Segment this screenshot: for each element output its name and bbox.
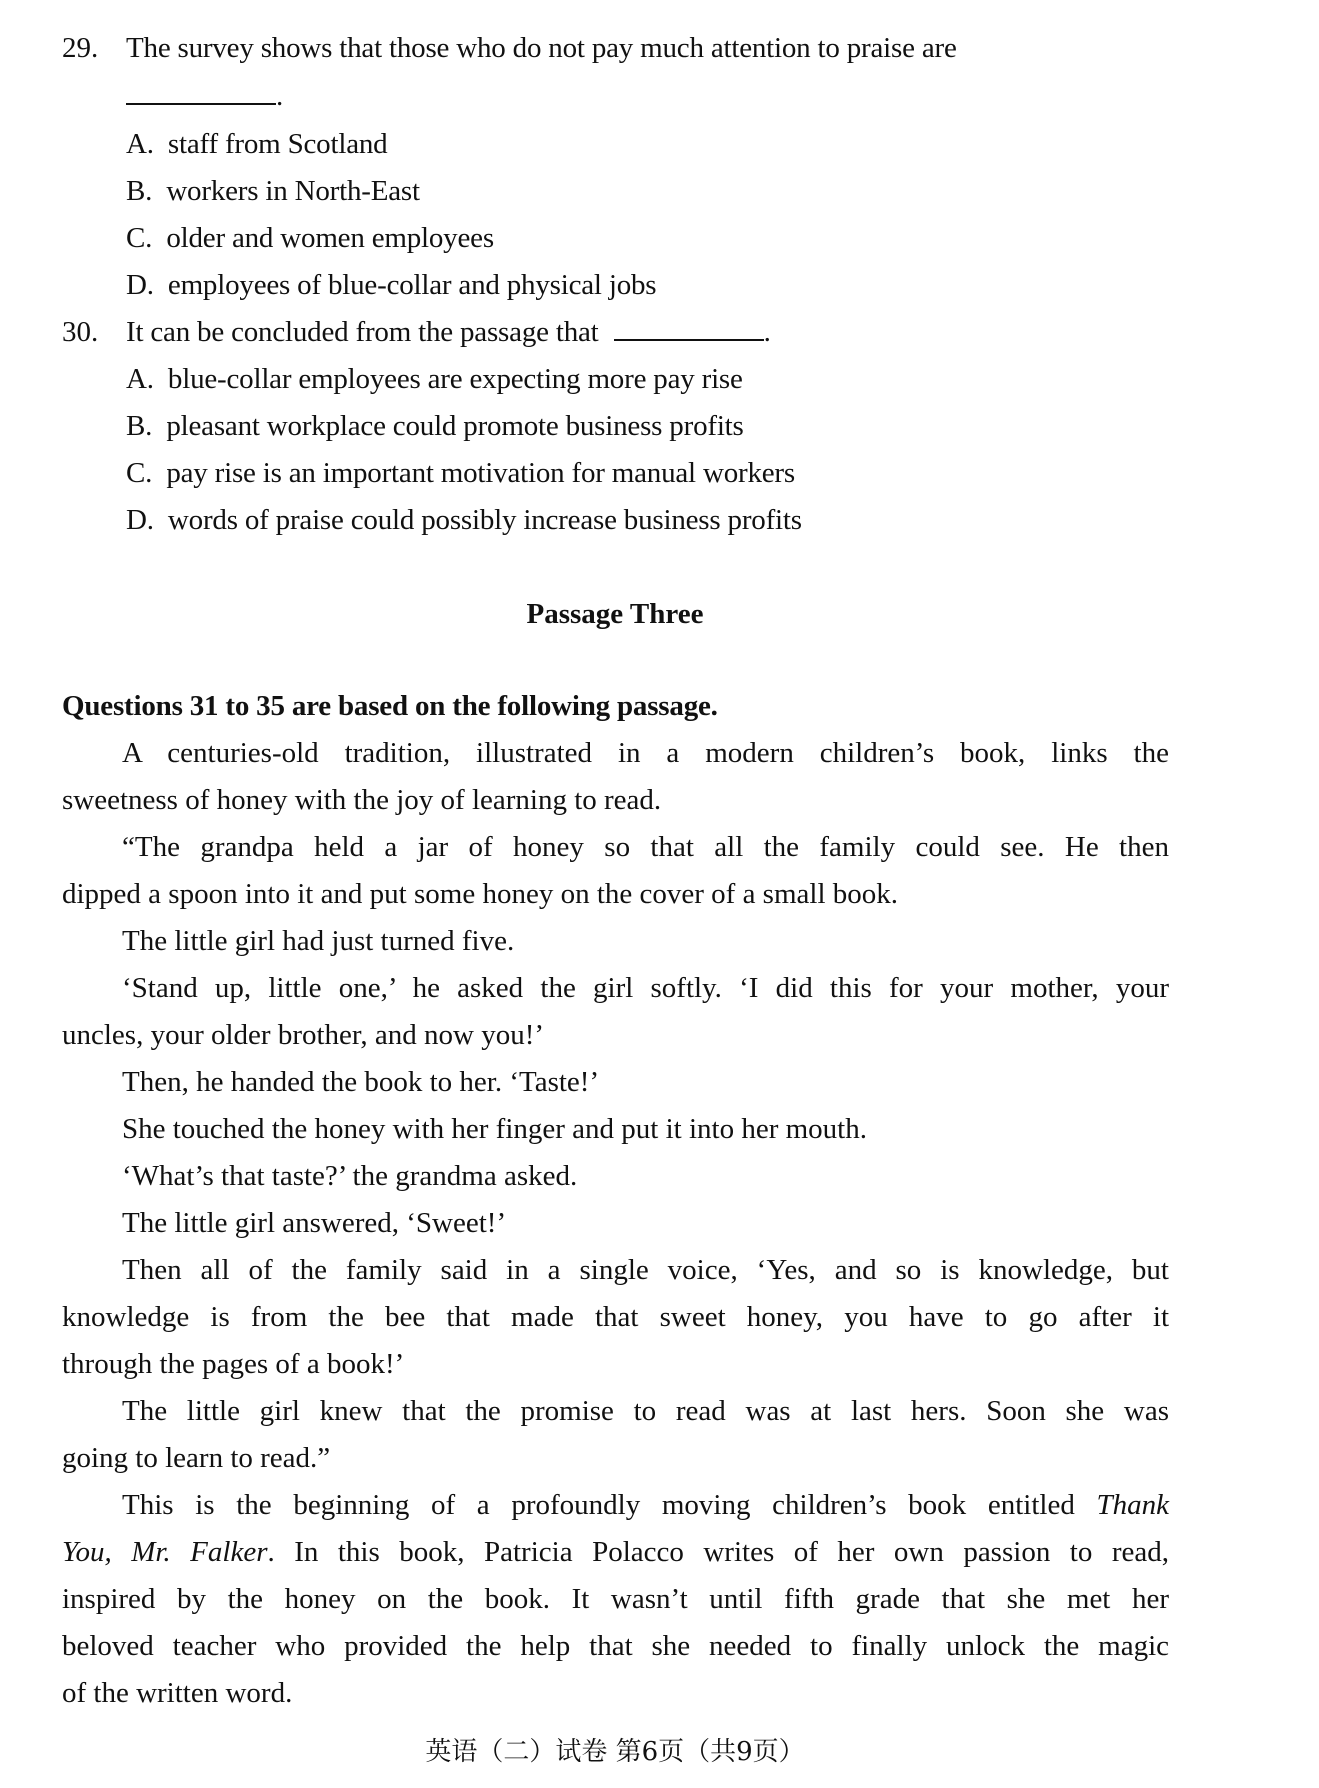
passage-text: This is the beginning of a profoundly moving children’s book entitled [122,1489,1075,1521]
passage-line: beloved teacher who provided the help that she needed to finally unlock the magic [62,1630,1169,1662]
passage-line: Then all of the family said in a single voice, ‘Yes, and so is knowledge, but [122,1254,1169,1286]
option-text: pay rise is an important motivation for manual workers [166,457,795,489]
passage-line: ‘What’s that taste?’ the grandma asked. [122,1160,578,1192]
passage-line [122,1487,1169,1523]
book-title-part: Thank [1096,1489,1169,1521]
option-text: pleasant workplace could promote business profits [166,410,744,442]
passage-line: She touched the honey with her finger and put it into her mouth. [122,1113,867,1145]
q30-number: 30. [62,316,99,348]
passage-line: “The grandpa held a jar of honey so that all the family could see. He then [122,831,1169,863]
q30-option-c [126,455,795,491]
q30-end-punct: . [763,316,771,348]
q29-option-d [126,267,656,303]
page-footer: 英语（二）试卷 第6页（共9页） [425,1737,805,1767]
passage-line: The little girl had just turned five. [122,925,515,957]
q29-end-punct: . [276,80,284,112]
option-text: words of praise could possibly increase business profits [167,504,802,536]
q29-number: 29. [62,32,99,64]
option-text: workers in North-East [166,175,420,207]
option-text: staff from Scotland [167,128,388,160]
passage-line: through the pages of a book!’ [62,1348,405,1380]
option-letter: A. [126,128,154,160]
passage-line: dipped a spoon into it and put some honey on the cover of a small book. [62,878,899,910]
option-letter: A. [126,363,154,395]
passage-line: inspired by the honey on the book. It wasn’t until fifth grade that she met her [62,1583,1169,1615]
q30-stem-line [126,314,771,350]
passage-line [62,1534,1169,1570]
book-title-part: You, Mr. Falker [62,1536,268,1568]
option-letter: C. [126,222,153,254]
passage-title: Passage Three [526,598,704,630]
option-text: older and women employees [166,222,494,254]
passage-line: uncles, your older brother, and now you!’ [62,1019,545,1051]
q29-option-b [126,173,420,209]
q29-blank-line [126,78,283,114]
q30-option-d [126,502,802,538]
passage-line: Then, he handed the book to her. ‘Taste!’ [122,1066,600,1098]
q30-option-b [126,408,744,444]
answer-blank [126,79,276,105]
passage-line: knowledge is from the bee that made that sweet honey, you have to go after it [62,1301,1169,1333]
passage-line: ‘Stand up, little one,’ he asked the girl softly. ‘I did this for your mother, your [122,972,1169,1004]
passage-line: A centuries-old tradition, illustrated in a modern children’s book, links the [122,737,1169,769]
option-letter: D. [126,504,154,536]
option-letter: B. [126,410,153,442]
q30-stem: It can be concluded from the passage that [126,316,599,348]
q29-stem: The survey shows that those who do not pay much attention to praise are [126,32,957,64]
passage-line: The little girl knew that the promise to read was at last hers. Soon she was [122,1395,1169,1427]
passage-line: going to learn to read.” [62,1442,331,1474]
passage-instruction: Questions 31 to 35 are based on the following passage. [62,690,718,722]
option-letter: D. [126,269,154,301]
option-letter: C. [126,457,153,489]
passage-line: sweetness of honey with the joy of learning to read. [62,784,662,816]
passage-line: of the written word. [62,1677,293,1709]
passage-line: The little girl answered, ‘Sweet!’ [122,1207,507,1239]
q29-option-a [126,126,387,162]
option-text: employees of blue-collar and physical jobs [167,269,657,301]
q29-option-c [126,220,494,256]
q30-option-a [126,361,743,397]
answer-blank [614,315,764,341]
option-letter: B. [126,175,153,207]
option-text: blue-collar employees are expecting more pay rise [167,363,743,395]
passage-text: . In this book, Patricia Polacco writes of her own passion to read, [267,1536,1170,1568]
